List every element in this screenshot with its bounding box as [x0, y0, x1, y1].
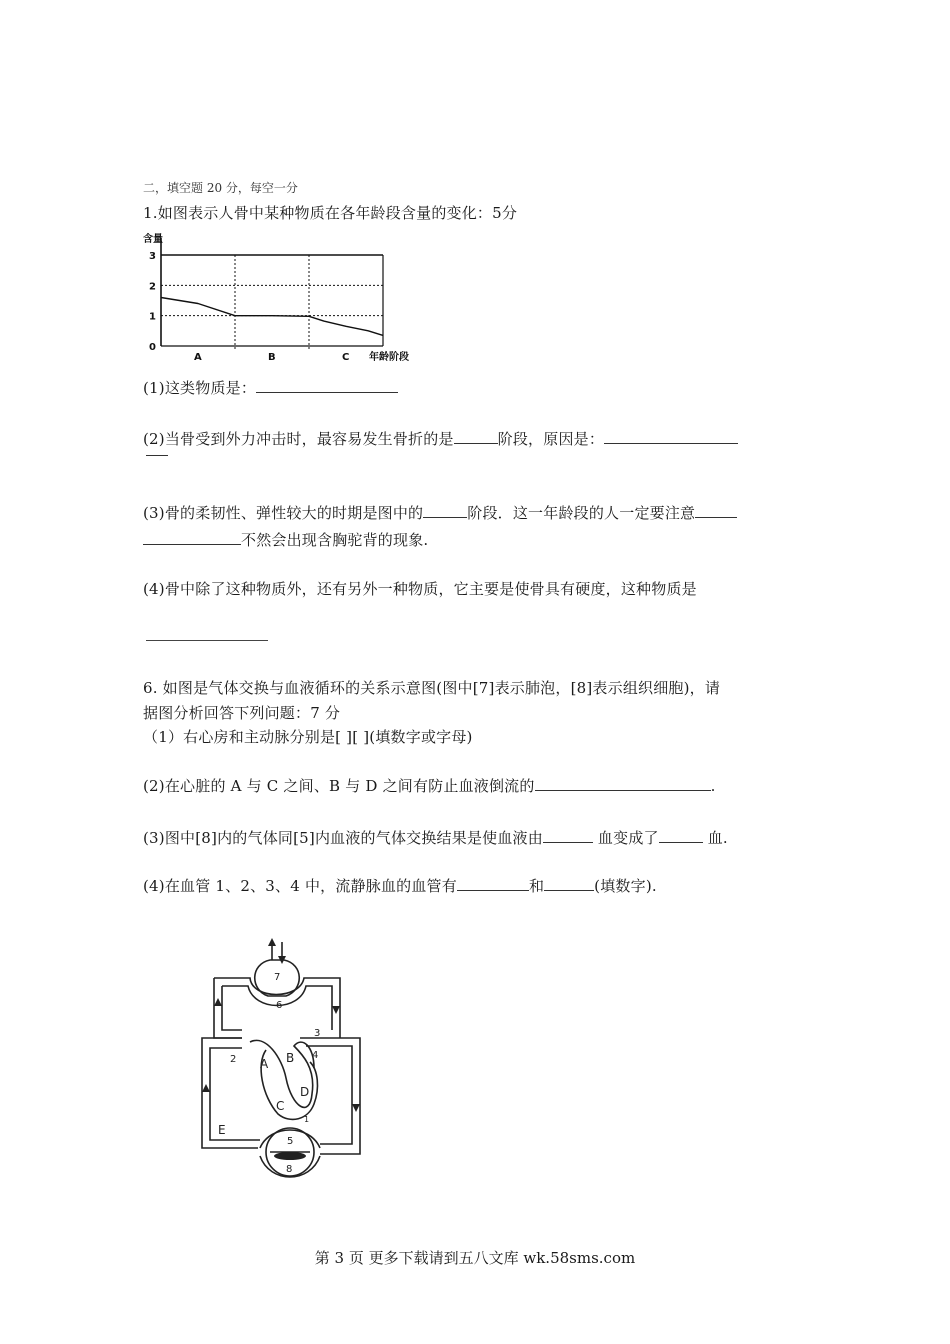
q1-sub1: [143, 377, 398, 398]
q1-sub3-text-c: 不然会出现含胸驼背的现象.: [241, 531, 429, 549]
y-tick-label: 0: [149, 342, 156, 353]
arrow-up-icon: [268, 938, 276, 946]
label-2: 2: [230, 1054, 237, 1065]
systemic-artery-join: [320, 1134, 352, 1144]
label-C: C: [276, 1099, 285, 1113]
category-label-B: B: [268, 352, 276, 363]
q1-title-text: 1.如图表示人骨中某种物质在各年龄段含量的变化：5: [143, 204, 502, 222]
x-axis-label: 年龄阶段: [369, 352, 409, 363]
y-axis-label: 含量: [143, 234, 163, 245]
q1-sub2-text: (2)当骨受到外力冲击时，最容易发生骨折的是: [143, 430, 454, 448]
label-B: B: [286, 1051, 295, 1065]
q6-sub4-text-c: (填数字).: [594, 877, 657, 895]
q6-sub1: （1）右心房和主动脉分别是[ ][ ](填数字或字母): [143, 728, 473, 746]
answer-blank[interactable]: [423, 503, 467, 518]
q6-sub3: [143, 827, 728, 848]
answer-blank[interactable]: [544, 876, 594, 891]
q6-sub4-text-b: 和: [528, 877, 545, 895]
answer-blank[interactable]: [457, 876, 529, 891]
label-1: 1: [304, 1115, 310, 1124]
q6-sub2-end: .: [710, 777, 716, 795]
series-line: [161, 298, 383, 336]
answer-blank[interactable]: [143, 530, 241, 545]
label-4: 4: [312, 1050, 319, 1061]
answer-blank-continued[interactable]: [146, 455, 168, 456]
label-A: A: [260, 1057, 269, 1071]
answer-blank[interactable]: [454, 429, 498, 444]
y-tick-label: 2: [149, 281, 156, 293]
q1-sub2-text-b: 阶段，原因是：: [497, 430, 605, 448]
arrow-up-icon: [202, 1084, 210, 1092]
category-label-C: C: [342, 352, 350, 363]
arrow-up-icon: [214, 998, 222, 1006]
label-D: D: [300, 1085, 310, 1099]
q1-sub3: [143, 502, 737, 523]
q6-title-line2: 据图分析回答下列问题：7 分: [143, 704, 341, 722]
q1-sub3-text-b: 阶段．这一年龄段的人一定要注意: [467, 504, 696, 522]
arrow-down-icon: [352, 1104, 360, 1112]
q1-title-tail: 分: [501, 204, 518, 222]
answer-blank[interactable]: [695, 503, 737, 518]
q1-title: [143, 202, 517, 223]
circulation-diagram: [190, 938, 390, 1184]
label-3: 3: [314, 1028, 321, 1039]
q6-sub3-text-c: 血.: [707, 829, 728, 847]
q6-sub2: [143, 775, 716, 796]
systemic-artery-outer-join: [320, 1138, 360, 1154]
answer-blank[interactable]: [146, 640, 268, 641]
q1-sub2: [143, 428, 738, 449]
label-8: 8: [286, 1164, 293, 1175]
label-6: 6: [276, 1000, 283, 1011]
answer-blank[interactable]: [256, 378, 398, 393]
answer-blank[interactable]: [604, 429, 738, 444]
arrow-down-icon: [332, 1006, 340, 1014]
pulmonary-vein-path: [214, 978, 242, 1038]
chart-svg: [143, 232, 433, 367]
label-E: E: [218, 1123, 226, 1137]
q6-sub4-text: (4)在血管 1、2、3、4 中，流静脉血的血管有: [143, 877, 457, 895]
page-footer: 第 3 页 更多下载请到五八文库 wk.58sms.com: [314, 1249, 636, 1267]
section-header: 二，填空题 20 分，每空一分: [143, 181, 298, 195]
q1-sub1-text: (1)这类物质是：: [143, 379, 257, 397]
label-7: 7: [274, 972, 281, 983]
q1-sub4: (4)骨中除了这种物质外，还有另外一种物质，它主要是使骨具有硬度，这种物质是: [143, 580, 697, 598]
label-5: 5: [287, 1136, 294, 1147]
q6-sub2-text: (2)在心脏的 A 与 C 之间、B 与 D 之间有防止血液倒流的: [143, 777, 535, 795]
q1-sub3-line2: [143, 529, 428, 550]
bone-content-chart: [143, 232, 433, 367]
pulmonary-vein-inner: [222, 986, 242, 1030]
y-tick-label: 1: [149, 311, 156, 323]
q6-sub4: [143, 875, 657, 896]
answer-blank[interactable]: [659, 828, 703, 843]
q6-sub3-text-b: 血变成了: [597, 829, 659, 847]
q6-title-line1: 6. 如图是气体交换与血液循环的关系示意图(图中[7]表示肺泡，[8]表示组织细胞)，请: [143, 679, 721, 697]
circulation-diagram-svg: [190, 938, 390, 1184]
tissue-cells-shape: [274, 1152, 306, 1160]
category-label-A: A: [194, 352, 202, 363]
q1-sub3-text: (3)骨的柔韧性、弹性较大的时期是图中的: [143, 504, 424, 522]
q6-sub3-text: (3)图中[8]内的气体同[5]内血液的气体交换结果是使血液由: [143, 829, 543, 847]
y-tick-label: 3: [149, 251, 156, 262]
answer-blank[interactable]: [543, 828, 593, 843]
answer-blank[interactable]: [535, 776, 711, 791]
